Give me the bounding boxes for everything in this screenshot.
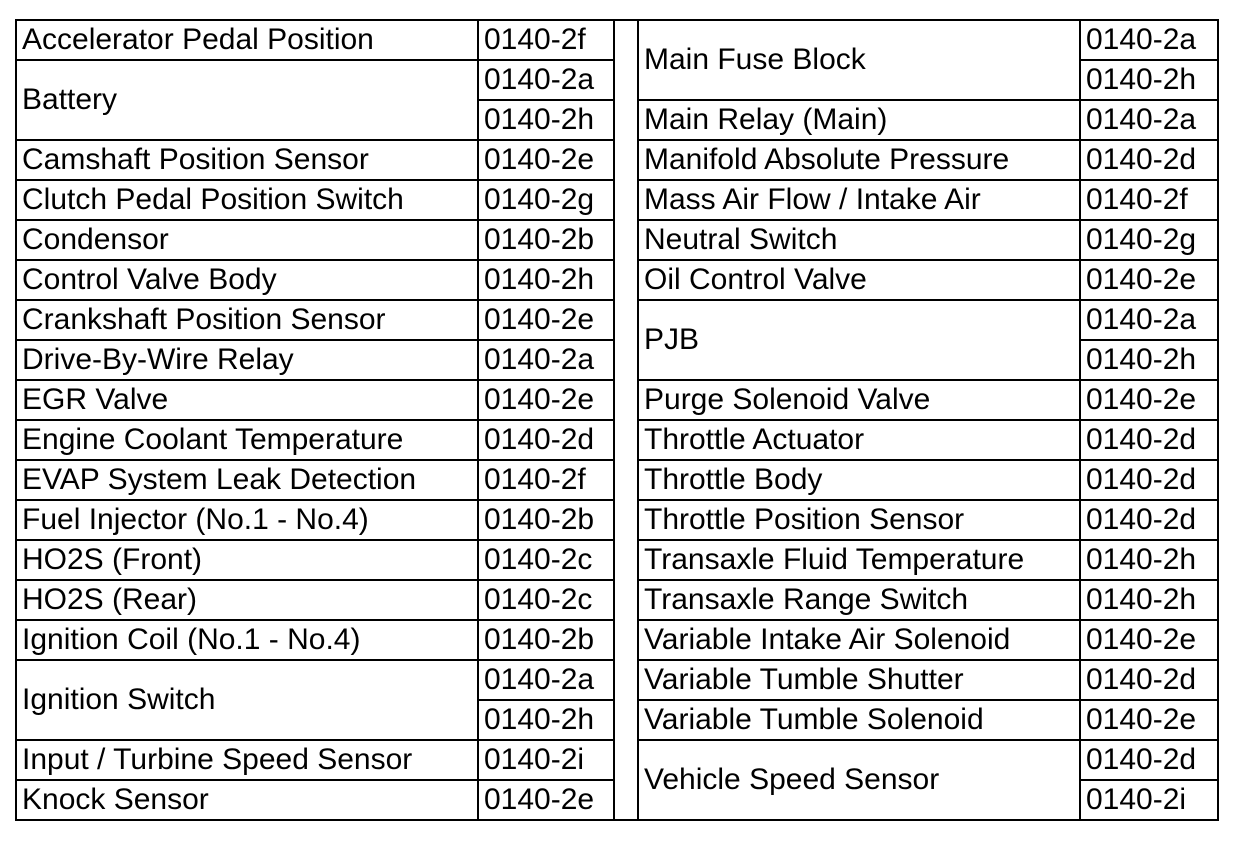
page-reference-cell: 0140-2c <box>478 540 614 580</box>
component-name-cell: EVAP System Leak Detection <box>16 460 478 500</box>
component-name-cell: Vehicle Speed Sensor <box>638 740 1080 820</box>
page-reference-cell: 0140-2b <box>478 220 614 260</box>
component-name-cell: Ignition Coil (No.1 - No.4) <box>16 620 478 660</box>
page-reference-cell: 0140-2a <box>1080 300 1218 340</box>
component-name-cell: Throttle Actuator <box>638 420 1080 460</box>
page-reference-cell: 0140-2g <box>1080 220 1218 260</box>
page-reference-cell: 0140-2a <box>478 660 614 700</box>
component-name-cell: PJB <box>638 300 1080 380</box>
page-reference-cell: 0140-2i <box>478 740 614 780</box>
page-reference-cell: 0140-2b <box>478 620 614 660</box>
component-name-cell: Control Valve Body <box>16 260 478 300</box>
page-reference-cell: 0140-2e <box>1080 260 1218 300</box>
page-reference-cell: 0140-2e <box>478 140 614 180</box>
page-reference-cell: 0140-2d <box>1080 740 1218 780</box>
component-name-cell: HO2S (Front) <box>16 540 478 580</box>
page-reference-cell: 0140-2d <box>478 420 614 460</box>
page-reference-cell: 0140-2g <box>478 180 614 220</box>
component-name-cell: Ignition Switch <box>16 660 478 740</box>
table-row <box>16 20 1218 60</box>
page-reference-cell: 0140-2a <box>1080 20 1218 60</box>
page-reference-cell: 0140-2h <box>478 100 614 140</box>
page-reference-cell: 0140-2f <box>478 460 614 500</box>
component-name-cell: Mass Air Flow / Intake Air <box>638 180 1080 220</box>
component-name-cell: Throttle Body <box>638 460 1080 500</box>
component-name-cell: Main Relay (Main) <box>638 100 1080 140</box>
component-name-cell: Engine Coolant Temperature <box>16 420 478 460</box>
component-table-body <box>16 20 1218 820</box>
component-name-cell: Manifold Absolute Pressure <box>638 140 1080 180</box>
page-reference-cell: 0140-2a <box>478 340 614 380</box>
component-name-cell: Transaxle Fluid Temperature <box>638 540 1080 580</box>
page-reference-cell: 0140-2h <box>1080 580 1218 620</box>
component-name-cell: Drive-By-Wire Relay <box>16 340 478 380</box>
component-index-sheet <box>15 19 1217 821</box>
component-name-cell: Oil Control Valve <box>638 260 1080 300</box>
page-reference-cell: 0140-2e <box>1080 380 1218 420</box>
component-name-cell: Condensor <box>16 220 478 260</box>
component-name-cell: HO2S (Rear) <box>16 580 478 620</box>
component-name-cell: Purge Solenoid Valve <box>638 380 1080 420</box>
component-name-cell: Knock Sensor <box>16 780 478 820</box>
page-reference-cell: 0140-2c <box>478 580 614 620</box>
component-name-cell: EGR Valve <box>16 380 478 420</box>
page-reference-cell: 0140-2h <box>478 700 614 740</box>
component-name-cell: Variable Tumble Shutter <box>638 660 1080 700</box>
component-name-cell: Fuel Injector (No.1 - No.4) <box>16 500 478 540</box>
column-gutter <box>614 20 638 820</box>
page-reference-cell: 0140-2a <box>478 60 614 100</box>
component-location-table <box>15 19 1219 821</box>
component-name-cell: Throttle Position Sensor <box>638 500 1080 540</box>
page-reference-cell: 0140-2f <box>478 20 614 60</box>
component-name-cell: Camshaft Position Sensor <box>16 140 478 180</box>
page-reference-cell: 0140-2h <box>1080 540 1218 580</box>
component-name-cell: Accelerator Pedal Position <box>16 20 478 60</box>
component-name-cell: Variable Intake Air Solenoid <box>638 620 1080 660</box>
page-reference-cell: 0140-2b <box>478 500 614 540</box>
component-name-cell: Battery <box>16 60 478 140</box>
page-reference-cell: 0140-2d <box>1080 140 1218 180</box>
component-name-cell: Crankshaft Position Sensor <box>16 300 478 340</box>
page-reference-cell: 0140-2e <box>478 380 614 420</box>
page-reference-cell: 0140-2h <box>478 260 614 300</box>
page-reference-cell: 0140-2d <box>1080 420 1218 460</box>
page-reference-cell: 0140-2h <box>1080 60 1218 100</box>
component-name-cell: Clutch Pedal Position Switch <box>16 180 478 220</box>
page-reference-cell: 0140-2d <box>1080 500 1218 540</box>
component-name-cell: Transaxle Range Switch <box>638 580 1080 620</box>
page-reference-cell: 0140-2f <box>1080 180 1218 220</box>
page-reference-cell: 0140-2a <box>1080 100 1218 140</box>
page-reference-cell: 0140-2e <box>1080 620 1218 660</box>
component-name-cell: Input / Turbine Speed Sensor <box>16 740 478 780</box>
page-reference-cell: 0140-2e <box>478 780 614 820</box>
component-name-cell: Neutral Switch <box>638 220 1080 260</box>
component-name-cell: Variable Tumble Solenoid <box>638 700 1080 740</box>
page-reference-cell: 0140-2e <box>1080 700 1218 740</box>
page-reference-cell: 0140-2e <box>478 300 614 340</box>
page-reference-cell: 0140-2h <box>1080 340 1218 380</box>
component-name-cell: Main Fuse Block <box>638 20 1080 100</box>
page-reference-cell: 0140-2d <box>1080 460 1218 500</box>
page-reference-cell: 0140-2d <box>1080 660 1218 700</box>
page-reference-cell: 0140-2i <box>1080 780 1218 820</box>
